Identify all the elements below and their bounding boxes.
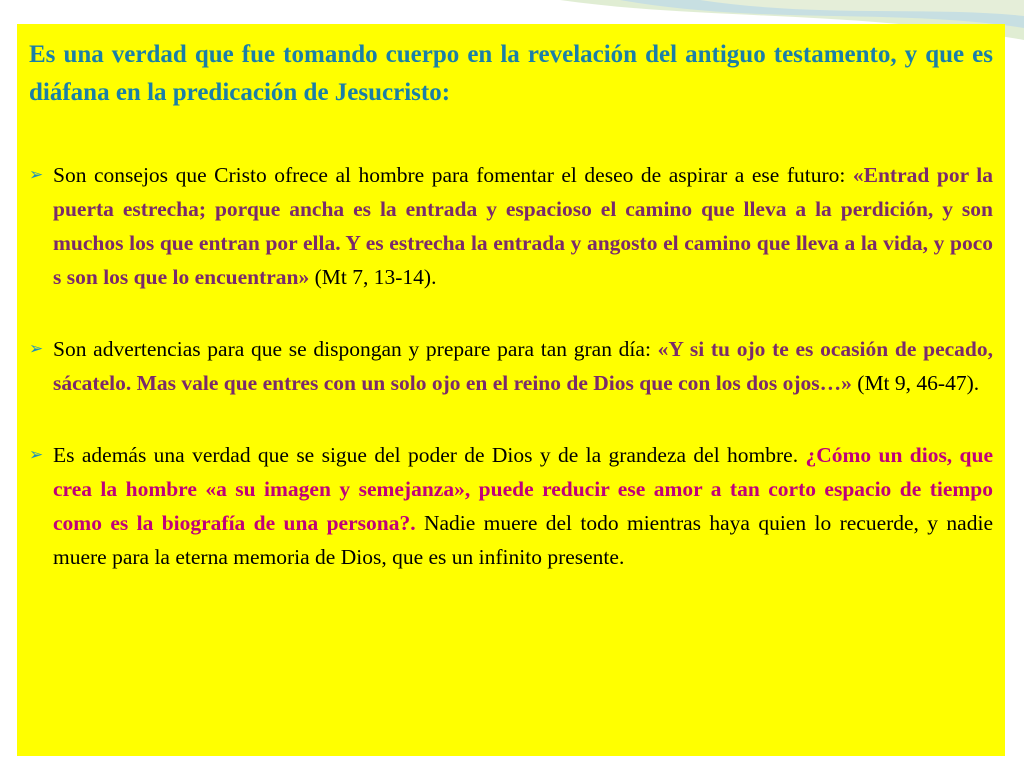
arrow-bullet-icon: ➢ bbox=[29, 165, 44, 184]
arrow-bullet-icon: ➢ bbox=[29, 445, 44, 464]
bullet-text: Es además una verdad que se sigue del poder de Dios y de la grandeza del hombre. bbox=[53, 443, 806, 467]
bullet-consejos bbox=[29, 158, 993, 294]
scripture-quote: «Entrad por la puerta estrecha; porque ancha es la entrada y espacioso el camino que lleva a la perdición, y son muchos los que entran por ella. Y es estrecha la entrada y angosto el camino que lleva a la vida, y poco s son los que lo encuentran» bbox=[53, 163, 993, 289]
bullet-conclusion: Nadie muere del todo mientras haya quien lo recuerde, y nadie muere para la eterna memoria de Dios, que es un infinito presente. bbox=[53, 511, 993, 569]
scripture-quote: «Y si tu ojo te es ocasión de pecado, sácatelo. Mas vale que entres con un solo ojo en el reino de Dios que con los dos ojos…» bbox=[53, 337, 993, 395]
scripture-reference: (Mt 9, 46-47). bbox=[851, 371, 980, 395]
scripture-reference: (Mt 7, 13-14). bbox=[309, 265, 437, 289]
intro-heading: Es una verdad que fue tomando cuerpo en la revelación del antiguo testamento, y que es diáfana en la predicación de Jesucristo: bbox=[29, 41, 993, 106]
bullet-advertencias bbox=[29, 332, 993, 400]
bullet-text: Son consejos que Cristo ofrece al hombre para fomentar el deseo de aspirar a ese futuro: bbox=[53, 163, 853, 187]
content-panel bbox=[17, 24, 1005, 756]
bullet-poder-de-dios bbox=[29, 438, 993, 574]
arrow-bullet-icon: ➢ bbox=[29, 339, 44, 358]
rhetorical-question: ¿Cómo un dios, que crea la hombre «a su imagen y semejanza», puede reducir ese amor a tan corto espacio de tiempo como es la biografía de una persona?. bbox=[53, 443, 993, 535]
bullet-text: Son advertencias para que se dispongan y prepare para tan gran día: bbox=[53, 337, 658, 361]
